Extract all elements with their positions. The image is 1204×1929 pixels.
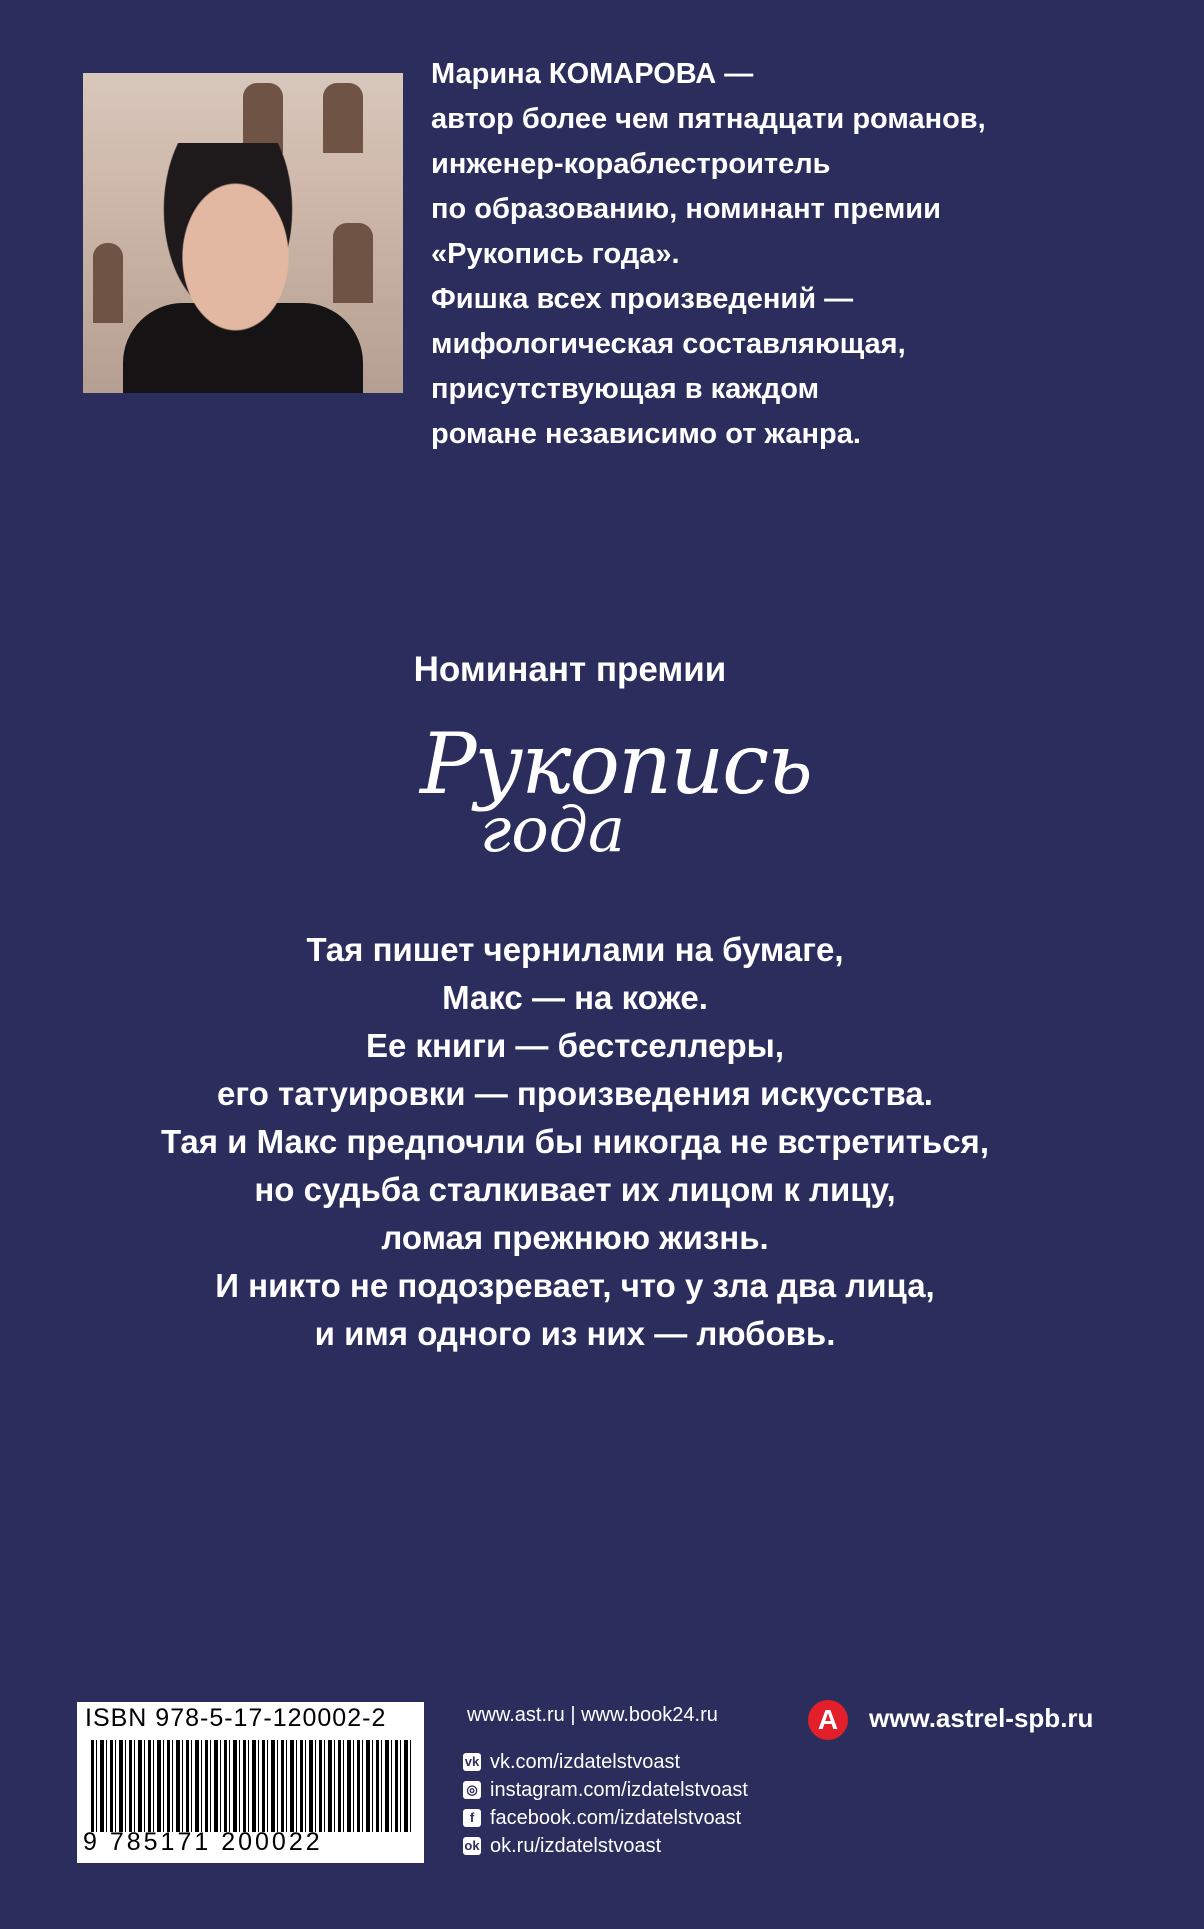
author-bio-line: инженер-кораблестроитель <box>431 148 831 180</box>
instagram-icon: ◎ <box>463 1781 481 1799</box>
author-bio <box>431 52 1151 457</box>
facebook-icon: f <box>463 1809 481 1827</box>
blurb-line: И никто не подозревает, что у зла два лица, <box>215 1267 935 1304</box>
author-photo <box>83 73 403 393</box>
award-nominee-label: Номинант премии <box>413 650 727 689</box>
author-bio-line: романе независимо от жанра. <box>431 418 861 450</box>
blurb-line: Тая пишет чернилами на бумаге, <box>306 931 844 968</box>
author-bio-line: присутствующая в каждом <box>431 373 820 405</box>
social-link-vk[interactable] <box>463 1748 748 1776</box>
social-links <box>463 1748 748 1860</box>
award-logo <box>420 705 811 925</box>
photo-window <box>93 243 123 323</box>
author-bio-line: «Рукопись года». <box>431 238 680 270</box>
blurb-line: и имя одного из них — любовь. <box>314 1315 836 1352</box>
blurb-line: Ее книги — бестселлеры, <box>365 1027 785 1064</box>
blurb-line: ломая прежнюю жизнь. <box>381 1219 769 1256</box>
award-logo-word1: Рукопись <box>420 715 811 813</box>
social-link-instagram[interactable] <box>463 1776 748 1804</box>
barcode <box>91 1740 411 1832</box>
blurb-line: его татуировки — произведения искусства. <box>217 1075 933 1112</box>
author-bio-line: Марина КОМАРОВА — <box>431 58 754 90</box>
blurb-line: Макс — на коже. <box>442 979 708 1016</box>
blurb-line: Тая и Макс предпочли бы никогда не встретиться, <box>161 1123 989 1160</box>
astrel-logo-icon: А <box>808 1700 848 1740</box>
social-link-odnoklassniki[interactable] <box>463 1832 748 1860</box>
social-link-facebook[interactable] <box>463 1804 748 1832</box>
isbn-text: ISBN 978-5-17-120002-2 <box>85 1704 387 1732</box>
astrel-url[interactable]: www.astrel-spb.ru <box>869 1703 1094 1733</box>
blurb-line: но судьба сталкивает их лицом к лицу, <box>254 1171 896 1208</box>
isbn-barcode-box <box>77 1702 424 1863</box>
book-blurb <box>0 926 1150 1358</box>
social-link-text: vk.com/izdatelstvoast <box>490 1751 681 1773</box>
photo-window <box>323 83 363 153</box>
vk-icon: vk <box>464 1754 480 1769</box>
photo-window <box>333 223 373 303</box>
odnoklassniki-icon: ok <box>464 1838 480 1853</box>
award-logo-word2: года <box>480 793 625 866</box>
author-bio-line: Фишка всех произведений — <box>431 283 854 315</box>
publisher-sites[interactable]: www.ast.ru | www.book24.ru <box>467 1704 718 1726</box>
author-bio-line: автор более чем пятнадцати романов, <box>431 103 986 135</box>
social-link-text: instagram.com/izdatelstvoast <box>490 1779 748 1801</box>
author-bio-line: мифологическая составляющая, <box>431 328 906 360</box>
social-link-text: ok.ru/izdatelstvoast <box>490 1835 662 1857</box>
author-bio-line: по образованию, номинант премии <box>431 193 941 225</box>
photo-figure-head <box>153 143 303 333</box>
barcode-digits: 9 785171 200022 <box>83 1828 323 1856</box>
social-link-text: facebook.com/izdatelstvoast <box>490 1807 742 1829</box>
